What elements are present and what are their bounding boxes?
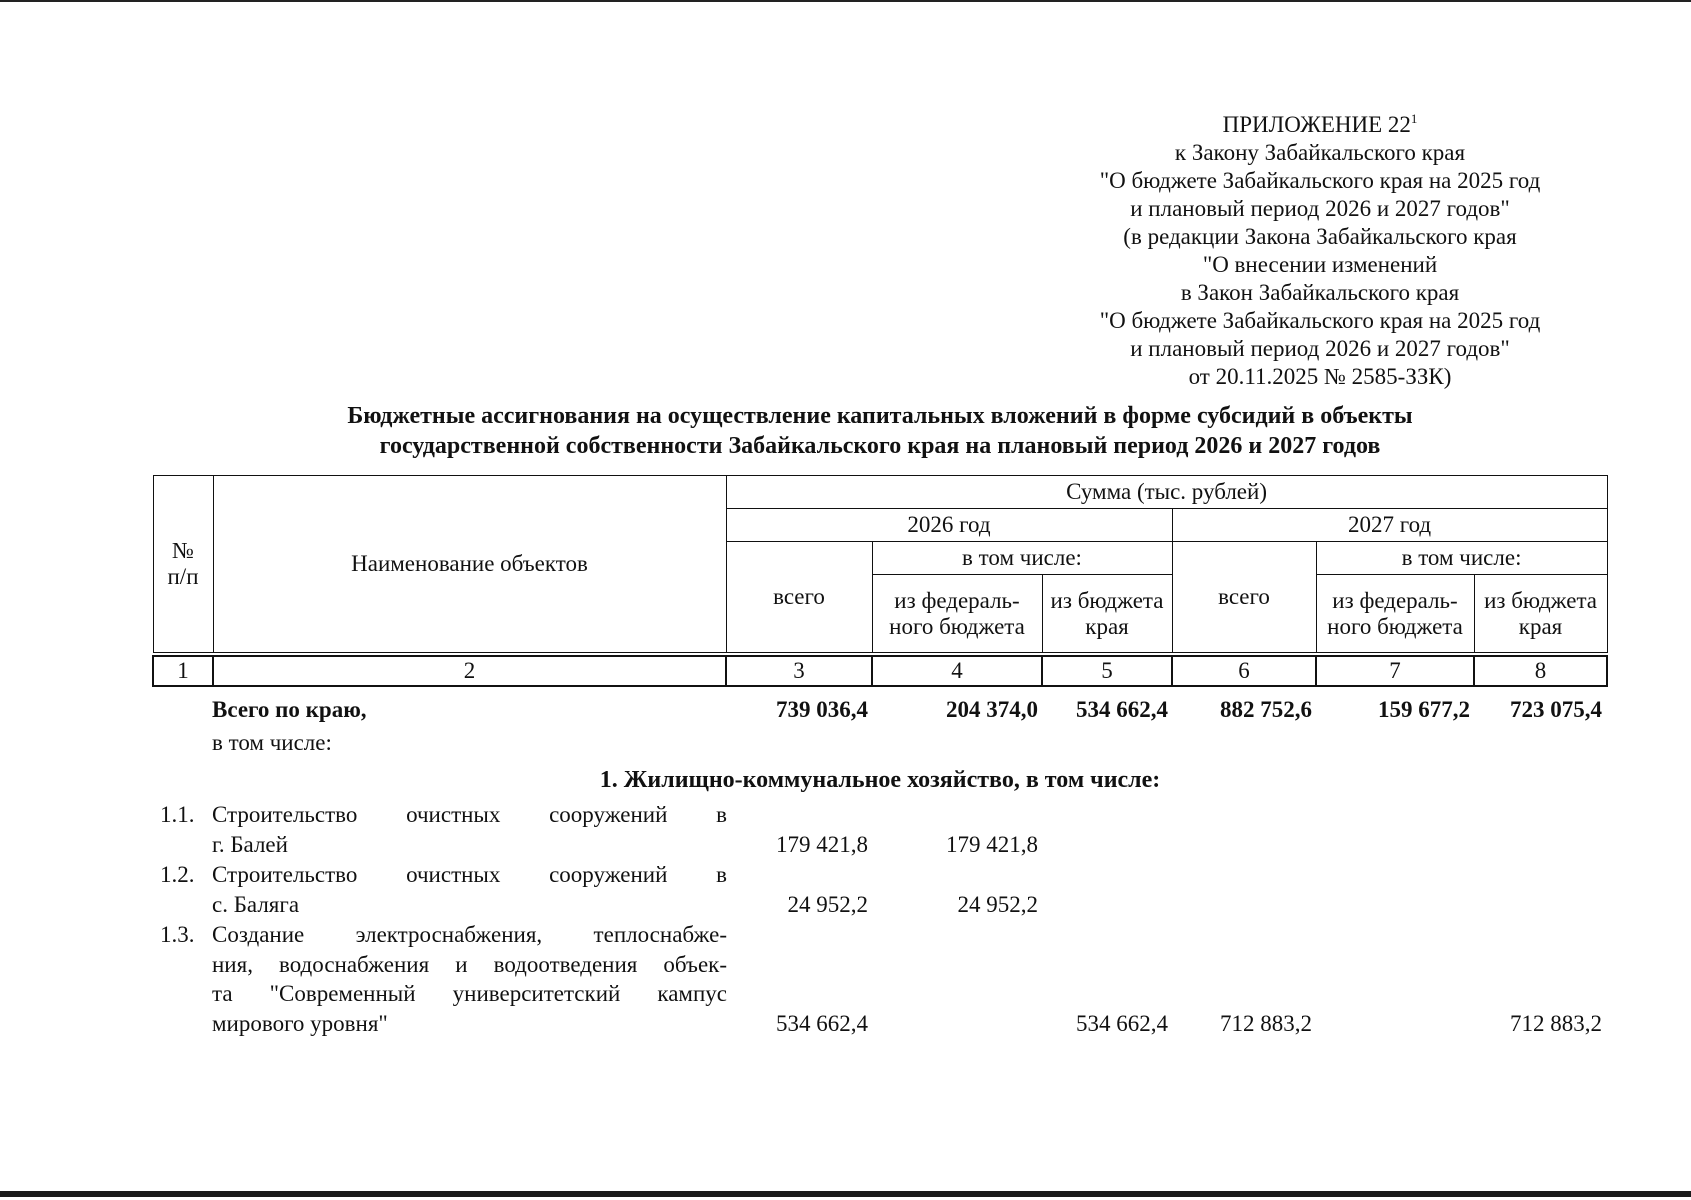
header-number: № п/п: [153, 476, 213, 653]
row-name: [212, 860, 727, 919]
totals-value: 204 374,0: [946, 697, 1038, 722]
appendix-line: "О внесении изменений: [1202, 252, 1438, 277]
appendix-line: (в редакции Закона Забайкальского края: [1123, 224, 1517, 249]
column-number: 8: [1474, 656, 1607, 686]
row-value: 534 662,4: [1076, 1010, 1168, 1036]
appendix-line: и плановый период 2026 и 2027 годов": [1130, 196, 1510, 221]
row-value: 534 662,4: [776, 1010, 868, 1036]
row-name-line: Строительство очистных сооружений в: [212, 862, 727, 887]
header-name: Наименование объектов: [213, 476, 726, 653]
header-year-2027: 2027 год: [1172, 509, 1607, 542]
row-value: 712 883,2: [1220, 1010, 1312, 1036]
column-number: 6: [1172, 656, 1316, 686]
appendix-title: ПРИЛОЖЕНИЕ $22^1$: [1222, 111, 1418, 137]
row-name-line: мирового уровня": [212, 1010, 388, 1036]
column-number: 5: [1042, 656, 1172, 686]
appendix-line: к Закону Забайкальского края: [1174, 140, 1466, 165]
document-title-line: государственной собственности Забайкальского края на плановый период 2026 и 2027 годов: [379, 433, 1381, 459]
header-regional-2027: из бюджета края: [1474, 575, 1607, 653]
totals-value: 739 036,4: [776, 697, 868, 722]
appendix-line: и плановый период 2026 и 2027 годов": [1130, 336, 1510, 361]
row-name-line: та "Современный университетский кампус: [212, 981, 727, 1006]
document-title: [150, 401, 1610, 461]
row-name-line: ния, водоснабжения и водоотведения объек-: [212, 951, 727, 977]
appendix-block: [1040, 111, 1600, 391]
row-value: 24 952,2: [787, 891, 868, 917]
row-value: 179 421,8: [776, 831, 868, 857]
appendix-line: в Закон Забайкальского края: [1180, 280, 1460, 305]
scan-top-edge: [0, 0, 1691, 2]
scan-bottom-edge: [0, 1191, 1691, 1197]
row-value: 24 952,2: [957, 891, 1038, 917]
column-number: 1: [153, 656, 213, 686]
appendix-line: от 20.11.2025 № 2585-ЗЗК): [1188, 364, 1452, 389]
row-name-line: Строительство очистных сооружений в: [212, 802, 727, 827]
header-total-2026: всего: [726, 542, 872, 653]
column-number: 4: [872, 656, 1042, 686]
row-value: 712 883,2: [1510, 1010, 1602, 1036]
row-index: 1.2.: [160, 862, 195, 887]
totals-value: 534 662,4: [1076, 697, 1168, 722]
document-title-line: Бюджетные ассигнования на осуществление капитальных вложений в форме субсидий в объекты: [347, 403, 1413, 429]
header-including-2026: в том числе:: [872, 542, 1172, 575]
section-title: 1. Жилищно-коммунальное хозяйство, в том числе:: [599, 767, 1161, 793]
row-index: 1.3.: [160, 922, 195, 947]
header-federal-2026: из федераль-ного бюджета: [872, 575, 1042, 653]
row-index: 1.1.: [160, 802, 195, 827]
row-name: [212, 920, 727, 1038]
header-year-2026: 2026 год: [726, 509, 1172, 542]
appendix-line: "О бюджете Забайкальского края на 2025 год: [1099, 308, 1541, 333]
column-number: 7: [1316, 656, 1474, 686]
appendix-line: "О бюджете Забайкальского края на 2025 год: [1099, 168, 1541, 193]
row-name: [212, 800, 727, 859]
table-header: [152, 475, 1608, 687]
header-including-2027: в том числе:: [1316, 542, 1607, 575]
header-federal-2027: из федераль-ного бюджета: [1316, 575, 1474, 653]
totals-including-label: в том числе:: [212, 730, 332, 755]
totals-value: 159 677,2: [1378, 697, 1470, 722]
row-name-line: с. Баляга: [212, 891, 300, 917]
header-sum: Сумма (тыс. рублей): [726, 476, 1607, 509]
totals-value: 723 075,4: [1510, 697, 1602, 722]
totals-label: Всего по краю,: [212, 697, 367, 722]
row-value: 179 421,8: [946, 831, 1038, 857]
row-name-line: г. Балей: [212, 831, 288, 857]
header-total-2027: всего: [1172, 542, 1316, 653]
totals-value: 882 752,6: [1220, 697, 1312, 722]
column-number: 3: [726, 656, 872, 686]
header-regional-2026: из бюджета края: [1042, 575, 1172, 653]
column-number: 2: [213, 656, 726, 686]
row-name-line: Создание электроснабжения, теплоснабже-: [212, 922, 727, 947]
